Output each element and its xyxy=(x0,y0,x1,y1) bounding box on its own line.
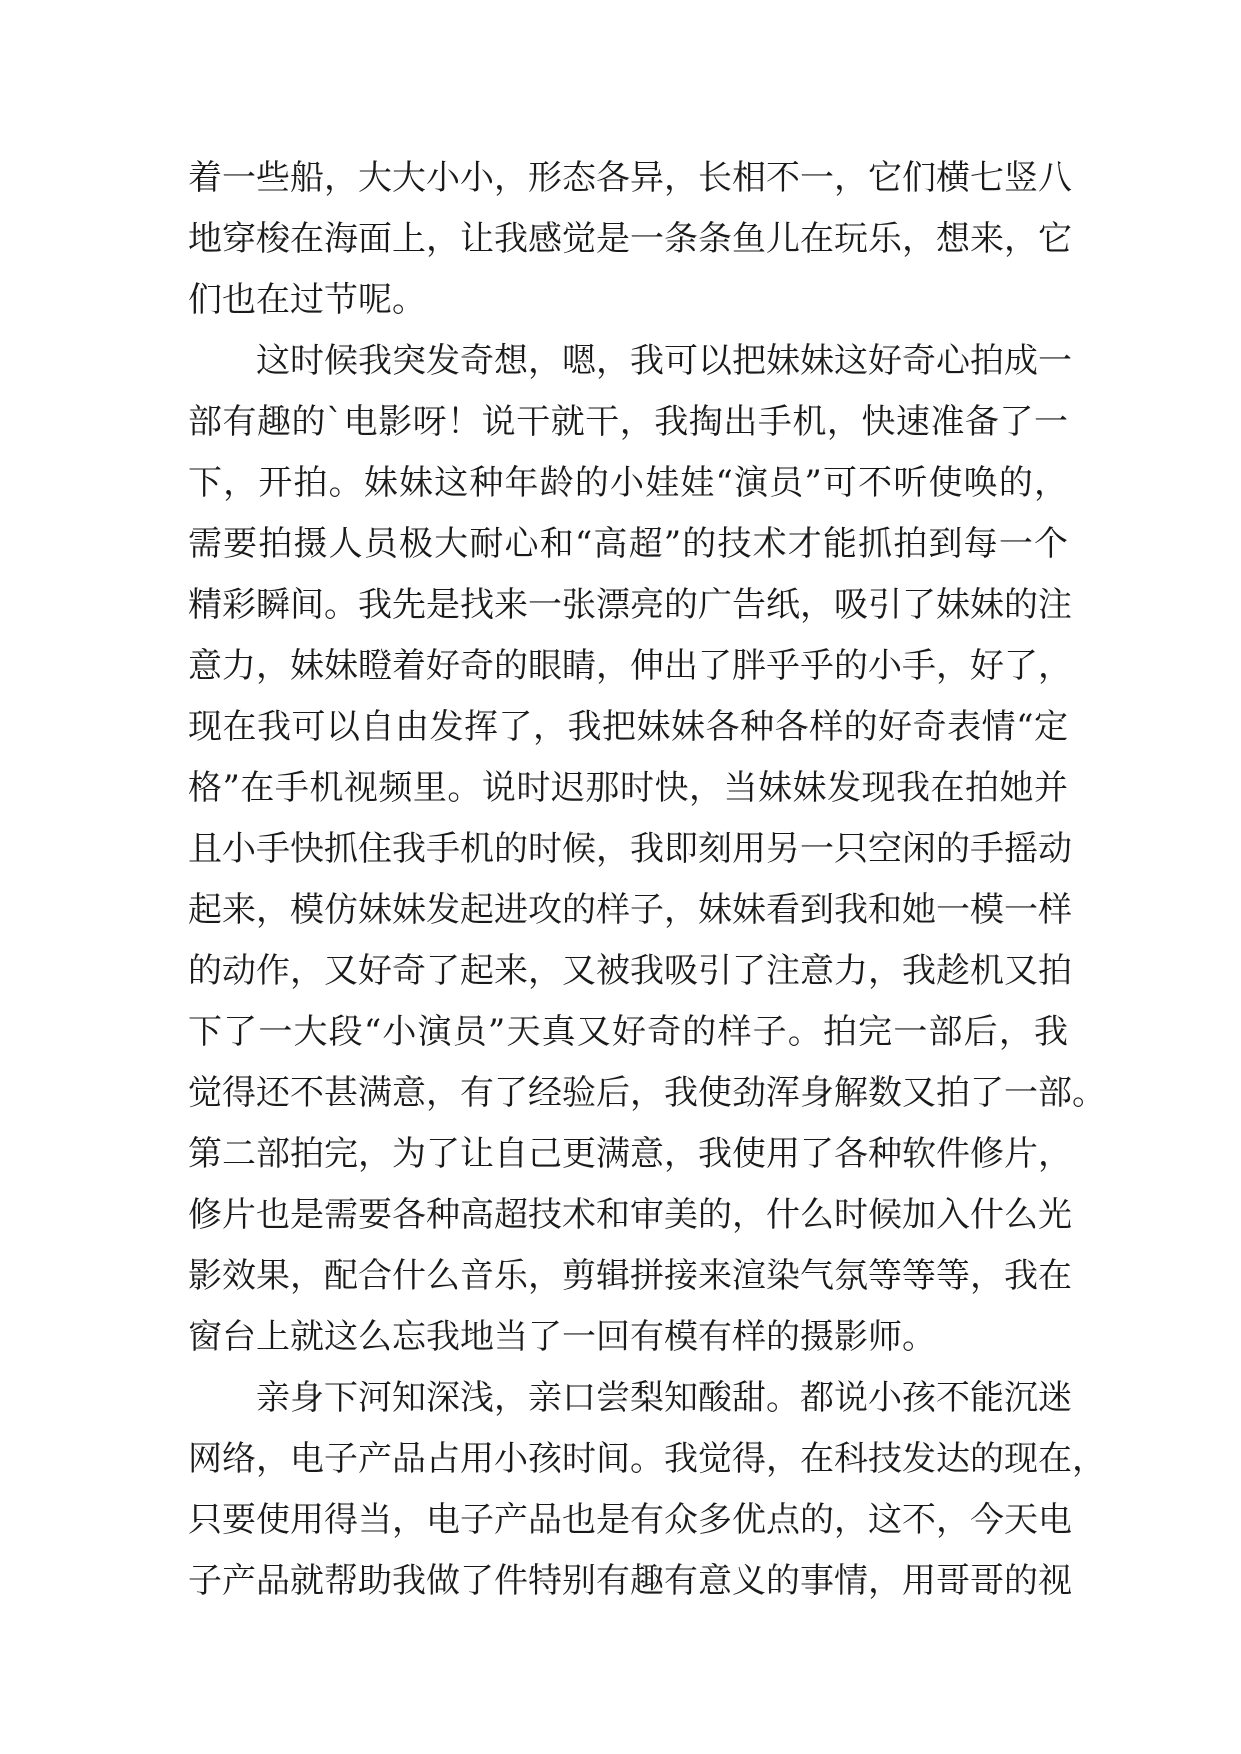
text-line: 着一些船，大大小小，形态各异，长相不一，它们横七竖八 xyxy=(188,158,1072,198)
text-line: 现在我可以自由发挥了，我把妹妹各种各样的好奇表情“定 xyxy=(188,707,1068,747)
text-line: 地穿梭在海面上，让我感觉是一条条鱼儿在玩乐，想来，它 xyxy=(188,219,1072,259)
text-line: 起来，模仿妹妹发起进攻的样子，妹妹看到我和她一模一样 xyxy=(188,890,1072,930)
document-body xyxy=(188,148,1106,1612)
text-line: 窗台上就这么忘我地当了一回有模有样的摄影师。 xyxy=(188,1317,936,1357)
text-line: 精彩瞬间。我先是找来一张漂亮的广告纸，吸引了妹妹的注 xyxy=(188,585,1072,625)
text-line: 部有趣的`电影呀！说干就干，我掏出手机，快速准备了一 xyxy=(188,402,1068,442)
text-line: 影效果，配合什么音乐，剪辑拼接来渲染气氛等等等，我在 xyxy=(188,1256,1072,1296)
text-line: 需要拍摄人员极大耐心和“高超”的技术才能抓拍到每一个 xyxy=(188,524,1068,564)
text-line: 下，开拍。妹妹这种年龄的小娃娃“演员”可不听使唤的， xyxy=(188,463,1068,503)
text-line: 只要使用得当，电子产品也是有众多优点的，这不，今天电 xyxy=(188,1500,1072,1540)
text-line: 子产品就帮助我做了件特别有趣有意义的事情，用哥哥的视 xyxy=(188,1561,1072,1601)
text-line: 的动作，又好奇了起来，又被我吸引了注意力，我趁机又拍 xyxy=(188,951,1072,991)
text-line: 意力，妹妹瞪着好奇的眼睛，伸出了胖乎乎的小手，好了， xyxy=(188,646,1072,686)
text-line: 这时候我突发奇想，嗯，我可以把妹妹这好奇心拍成一 xyxy=(256,341,1072,381)
text-line: 亲身下河知深浅，亲口尝梨知酸甜。都说小孩不能沉迷 xyxy=(256,1378,1072,1418)
text-line: 格”在手机视频里。说时迟那时快，当妹妹发现我在拍她并 xyxy=(188,768,1068,808)
text-line: 修片也是需要各种高超技术和审美的，什么时候加入什么光 xyxy=(188,1195,1072,1235)
text-line: 第二部拍完，为了让自己更满意，我使用了各种软件修片， xyxy=(188,1134,1072,1174)
text-line: 且小手快抓住我手机的时候，我即刻用另一只空闲的手摇动 xyxy=(188,829,1072,869)
text-line: 下了一大段“小演员”天真又好奇的样子。拍完一部后，我 xyxy=(188,1012,1068,1052)
text-line: 网络，电子产品占用小孩时间。我觉得，在科技发达的现在， xyxy=(188,1439,1106,1479)
text-line: 们也在过节呢。 xyxy=(188,280,426,320)
text-line: 觉得还不甚满意，有了经验后，我使劲浑身解数又拍了一部。 xyxy=(188,1073,1106,1113)
